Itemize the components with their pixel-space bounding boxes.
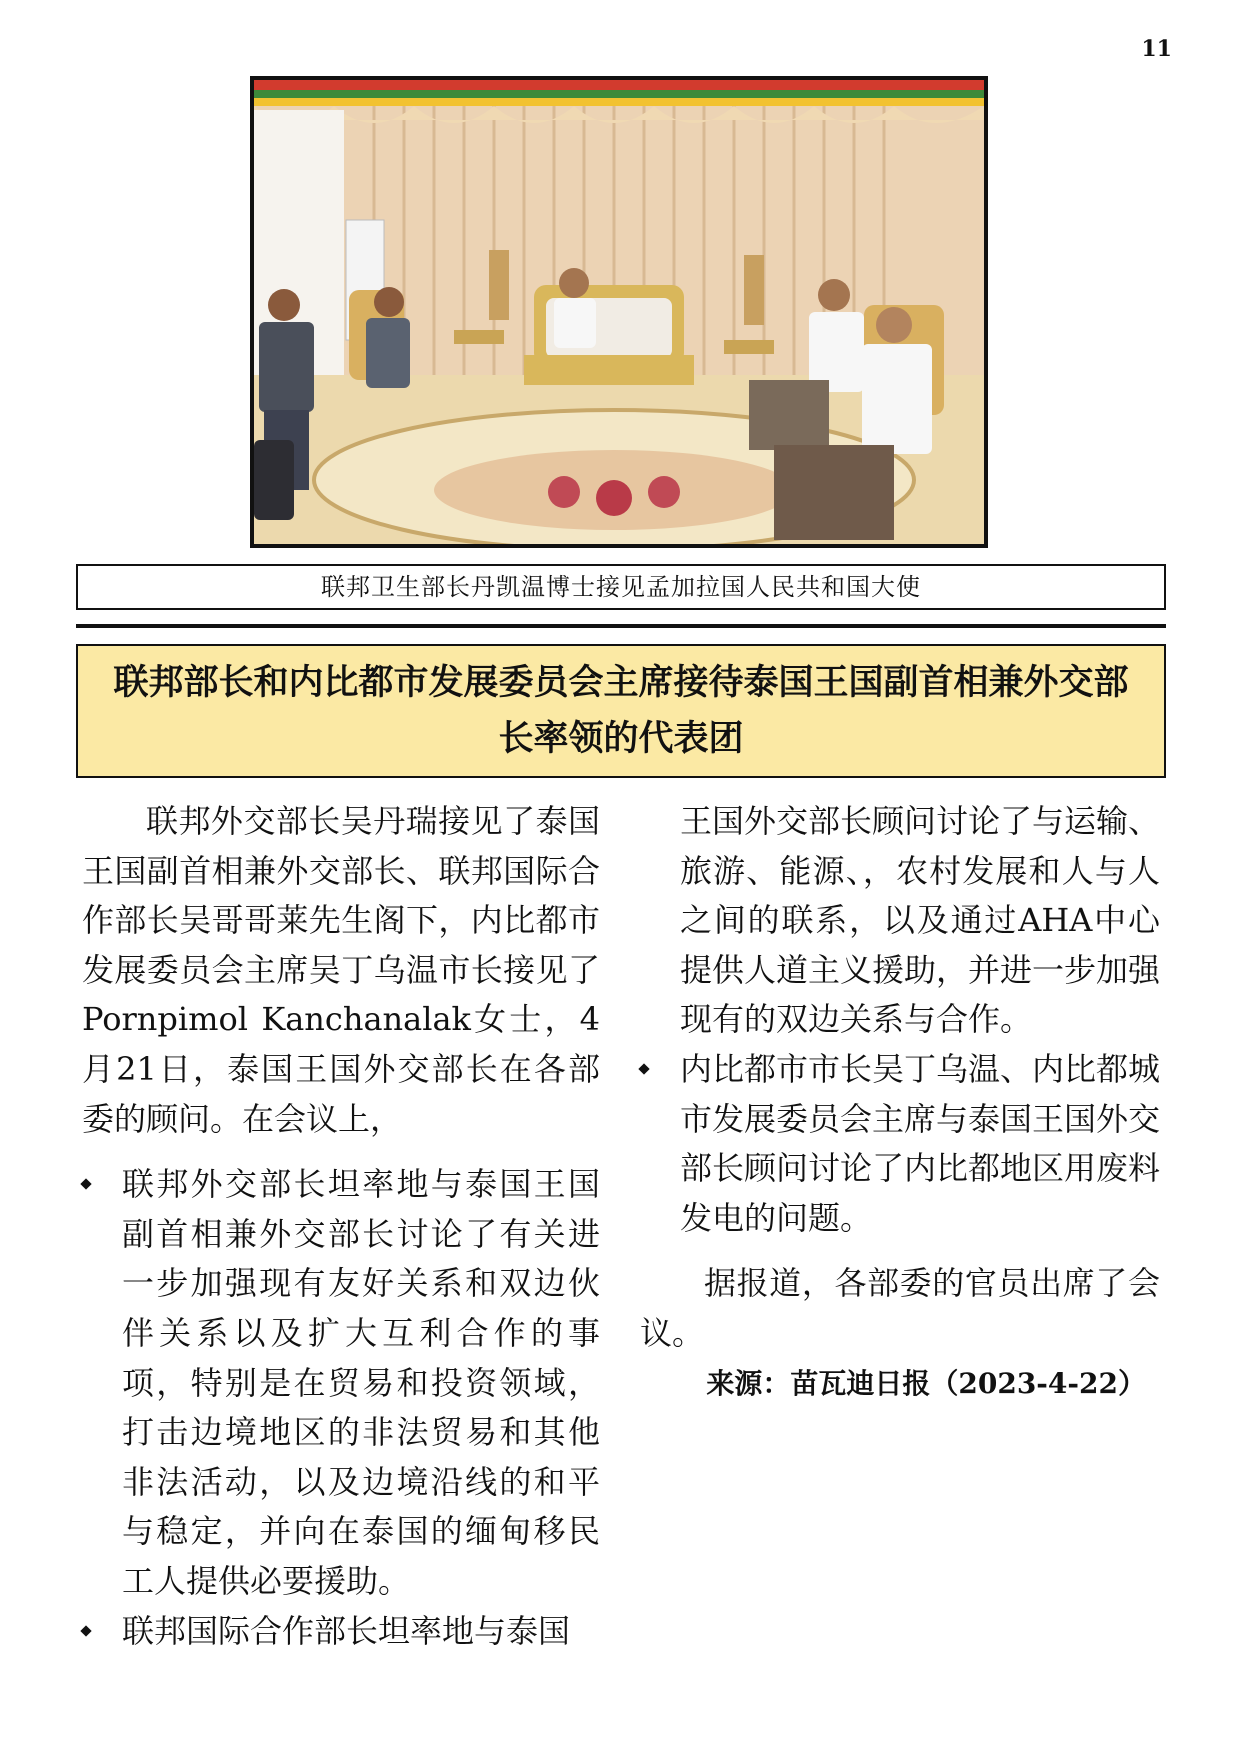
news-photo bbox=[250, 76, 988, 548]
meeting-room-photo bbox=[254, 80, 984, 544]
article-intro: 联邦外交部长吴丹瑞接见了泰国王国副首相兼外交部长、联邦国际合作部长吴哥哥莱先生阁下，内比都市发展委员会主席吴丁乌温市长接见了Pornpimol Kanchanalak女士，4月21日，泰国王国外交部长在各部委的顾问。在会议上， bbox=[82, 802, 600, 1138]
headline-text: 联邦部长和内比都市发展委员会主席接待泰国王国副首相兼外交部长率领的代表团 bbox=[113, 662, 1129, 759]
diamond-bullet-icon bbox=[638, 1063, 649, 1074]
article-headline bbox=[76, 644, 1166, 778]
article-column-right bbox=[640, 797, 1160, 1408]
page-number: 11 bbox=[1141, 36, 1172, 62]
diamond-bullet-icon bbox=[80, 1178, 91, 1189]
divider-rule bbox=[76, 624, 1166, 628]
list-item-continued bbox=[640, 797, 1160, 1045]
bullet-text: 联邦国际合作部长坦率地与泰国 bbox=[122, 1611, 571, 1650]
article-column-left bbox=[82, 797, 600, 1656]
list-item bbox=[82, 1160, 600, 1606]
article-source: 来源：苗瓦迪日报（2023-4-22） bbox=[706, 1366, 1146, 1400]
list-item bbox=[82, 1607, 600, 1657]
bullet-text: 王国外交部长顾问讨论了与运输、旅游、能源、，农村发展和人与人之间的联系，以及通过AHA中心提供人道主义援助，并进一步加强现有的双边关系与合作。 bbox=[680, 802, 1161, 1039]
bullet-text: 内比都市市长吴丁乌温、内比都城市发展委员会主席与泰国王国外交部长顾问讨论了内比都地区用废料发电的问题。 bbox=[680, 1049, 1161, 1237]
list-item bbox=[640, 1045, 1160, 1243]
diamond-bullet-icon bbox=[80, 1625, 91, 1636]
article-closing: 据报道，各部委的官员出席了会议。 bbox=[640, 1264, 1160, 1352]
photo-caption: 联邦卫生部长丹凯温博士接见孟加拉国人民共和国大使 bbox=[76, 564, 1166, 610]
bullet-text: 联邦外交部长坦率地与泰国王国副首相兼外交部长讨论了有关进一步加强现有友好关系和双边伙伴关系以及扩大互利合作的事项，特别是在贸易和投资领域，打击边境地区的非法贸易和其他非法活动，以及边境沿线的和平与稳定，并向在泰国的缅甸移民工人提供必要援助。 bbox=[122, 1165, 600, 1600]
